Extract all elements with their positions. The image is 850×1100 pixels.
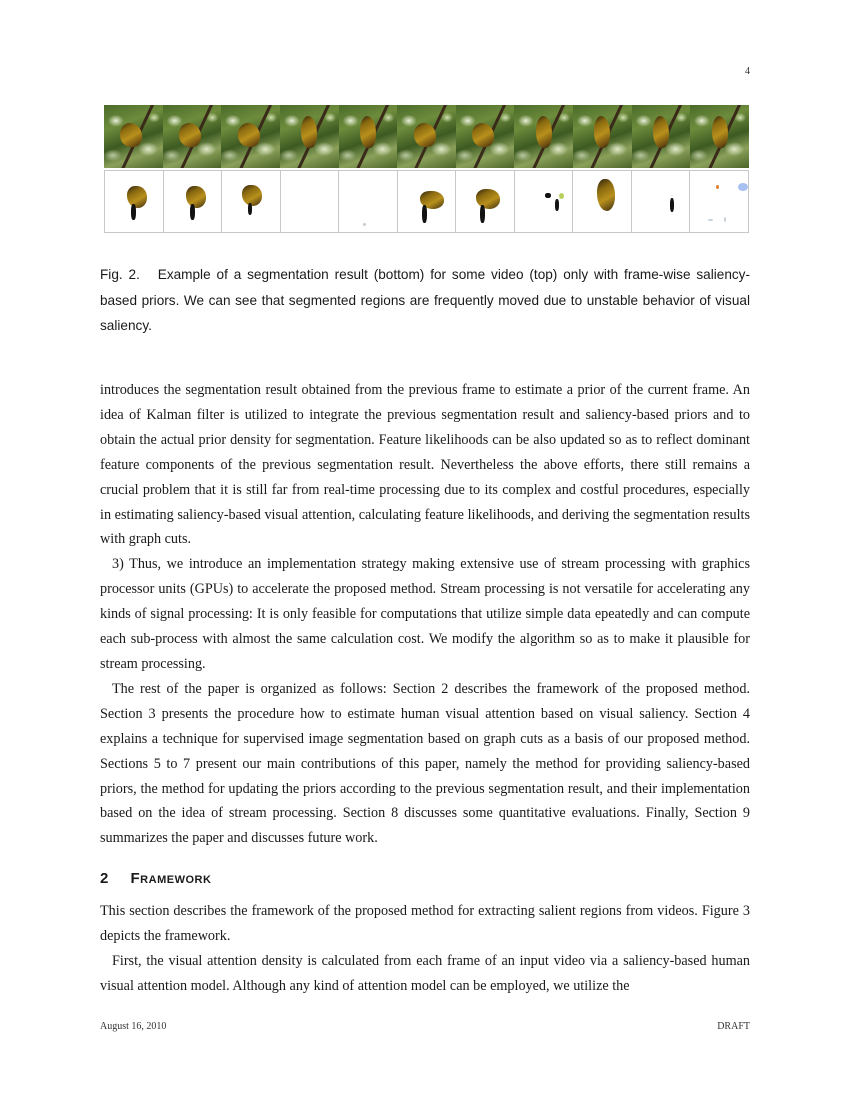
section-number: 2 <box>100 870 109 887</box>
video-frame <box>690 105 749 168</box>
bird-image <box>301 116 317 148</box>
segmentation-frame <box>281 171 340 232</box>
paragraph: First, the visual attention density is calculated from each frame of an input video via a saliency-based human visual attention model. Although any kind of attention model can be employed, we utilize the <box>100 952 750 994</box>
segmentation-frame <box>456 171 515 232</box>
video-frame <box>104 105 163 168</box>
bird-image <box>120 123 142 147</box>
bird-image <box>536 116 552 148</box>
bird-image <box>472 123 494 147</box>
segmentation-frame <box>632 171 691 232</box>
figure-2 <box>104 105 749 233</box>
video-frame <box>632 105 691 168</box>
figure-label: Fig. 2. <box>100 267 140 282</box>
video-frame <box>573 105 632 168</box>
bird-image <box>179 123 201 147</box>
paragraph: 3) Thus, we introduce an implementation strategy making extensive use of stream processing with graphics processor units (GPUs) to accelerate the proposed method. Stream processing is not versatile for accelerating any kinds of signal processing: It is only feasible for computations that utilize simple data epeatedly and can compute each sub-process with almost the same calculation cost. We modify the algorithm so as to make it plausible for stream processing. <box>100 556 750 672</box>
bird-image <box>238 123 260 147</box>
segmentation-frame <box>398 171 457 232</box>
body-text <box>100 378 750 851</box>
segmentation-frame <box>105 171 164 232</box>
video-frame <box>163 105 222 168</box>
paragraph: The rest of the paper is organized as follows: Section 2 describes the framework of the proposed method. Section 3 presents the procedure how to estimate human visual attention based on visual saliency. Section 4 explains a technique for supervised image segmentation based on graph cuts as a basis of our proposed method. Sections 5 to 7 present our main contributions of this paper, namely the method for providing saliency-based priors, the method for updating the priors according to the previous segmentation result, and their implementation based on the idea of stream processing. Section 8 discusses some quantitative evaluations. Finally, Section 9 summarizes the paper and discusses future work. <box>100 680 750 847</box>
page-number: 4 <box>745 66 750 77</box>
bird-image <box>360 116 376 148</box>
figure-caption <box>100 262 750 339</box>
bird-image <box>594 116 610 148</box>
figure-caption-text: Example of a segmentation result (bottom) for some video (top) only with frame-wise saliency-based priors. We can see that segmented regions are frequently moved due to unstable behavior of visual saliency. <box>100 267 751 333</box>
segmentation-frame <box>690 171 748 232</box>
bird-image <box>414 123 436 147</box>
section-title: Framework <box>130 870 212 887</box>
segmentation-frame <box>515 171 574 232</box>
segmentation-frame <box>573 171 632 232</box>
segmentation-results-strip <box>104 170 749 233</box>
video-frame <box>514 105 573 168</box>
segmentation-frame <box>339 171 398 232</box>
segmentation-frame <box>222 171 281 232</box>
footer-status: DRAFT <box>717 1021 750 1032</box>
video-frames-strip <box>104 105 749 168</box>
video-frame <box>339 105 398 168</box>
video-frame <box>280 105 339 168</box>
video-frame <box>397 105 456 168</box>
bird-image <box>712 116 728 148</box>
paragraph: This section describes the framework of the proposed method for extracting salient regions from videos. Figure 3 depicts the framework. <box>100 903 750 944</box>
bird-image <box>653 116 669 148</box>
paragraph: introduces the segmentation result obtained from the previous frame to estimate a prior of the current frame. An idea of Kalman filter is utilized to integrate the previous segmentation result and saliency-based priors and to obtain the actual prior density for segmentation. Feature likelihoods can be also updated so as to reflect dominant feature components of the previous segmentation result. Nevertheless the above efforts, there still remains a crucial problem that it is still far from real-time processing due to its complex and costful procedures, especially in estimating saliency-based visual attention, calculating feature likelihoods, and deriving the segmentation results with graph cuts. <box>100 382 750 548</box>
footer-date: August 16, 2010 <box>100 1021 167 1032</box>
video-frame <box>456 105 515 168</box>
section-body <box>100 899 750 999</box>
video-frame <box>221 105 280 168</box>
segmentation-frame <box>164 171 223 232</box>
section-heading <box>100 870 211 887</box>
